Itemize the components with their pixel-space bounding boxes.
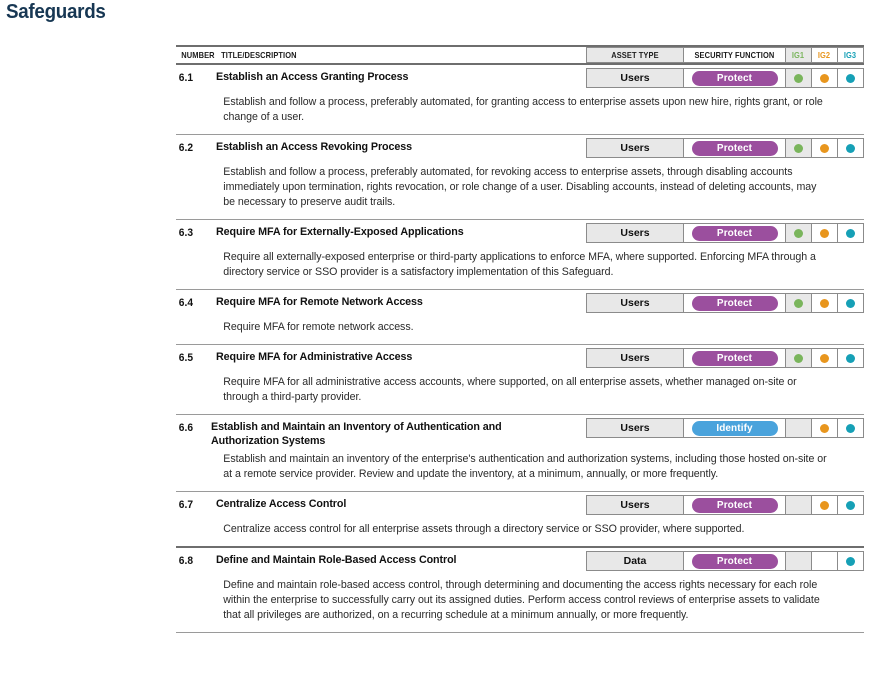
ig3-filled-dot-icon — [846, 74, 855, 83]
safeguard-description: Centralize access control for all enterprise assets through a directory service or SSO provider, where supported. — [223, 523, 745, 535]
implementation-group-cell-ig3 — [838, 551, 864, 571]
security-function-pill: Protect — [692, 141, 778, 156]
table-row — [176, 414, 864, 491]
safeguard-title: Require MFA for Remote Network Access — [216, 296, 423, 308]
column-header-ig2: IG2 — [812, 47, 838, 63]
safeguard-number: 6.4 — [178, 297, 194, 309]
security-function-cell — [684, 68, 786, 88]
ig3-filled-dot-icon — [846, 501, 855, 510]
table-row — [176, 65, 864, 134]
implementation-group-cell-ig3 — [838, 68, 864, 88]
column-header-ig3: IG3 — [838, 47, 864, 63]
safeguards-table — [176, 45, 864, 633]
row-badges — [586, 348, 864, 368]
security-function-pill: Protect — [692, 498, 778, 513]
row-badges — [586, 418, 864, 438]
safeguard-title: Centralize Access Control — [216, 498, 347, 510]
implementation-group-cell-ig3 — [838, 348, 864, 368]
ig1-filled-dot-icon — [794, 229, 803, 238]
implementation-group-cell-ig2 — [812, 68, 838, 88]
asset-type-cell: Users — [586, 138, 684, 158]
ig2-filled-dot-icon — [820, 424, 829, 433]
column-header-asset-type: ASSET TYPE — [586, 47, 684, 63]
security-function-cell — [684, 223, 786, 243]
implementation-group-cell-ig1 — [786, 418, 812, 438]
implementation-group-cell-ig2 — [812, 418, 838, 438]
implementation-group-cell-ig2 — [812, 138, 838, 158]
safeguard-title: Establish an Access Granting Process — [216, 71, 409, 83]
safeguard-number: 6.8 — [178, 555, 194, 567]
implementation-group-cell-ig1 — [786, 495, 812, 515]
ig1-filled-dot-icon — [794, 74, 803, 83]
asset-type-cell: Users — [586, 223, 684, 243]
ig1-filled-dot-icon — [794, 299, 803, 308]
implementation-group-cell-ig2 — [812, 495, 838, 515]
column-header-title: TITLE/DESCRIPTION — [221, 50, 297, 60]
safeguard-description: Require MFA for remote network access. — [223, 321, 414, 333]
implementation-group-cell-ig1 — [786, 223, 812, 243]
table-row — [176, 219, 864, 289]
column-header-ig1: IG1 — [786, 47, 812, 63]
implementation-group-cell-ig3 — [838, 293, 864, 313]
row-badges — [586, 68, 864, 88]
safeguard-description: Require all externally-exposed enterprise or third-party applications to enforce MFA, where supported. Enforcing MFA through a directory service or SSO provider is a satisfactory implementation of this Safeguard. — [223, 251, 816, 278]
safeguard-number: 6.6 — [178, 422, 194, 434]
asset-type-cell: Users — [586, 348, 684, 368]
row-badges — [586, 293, 864, 313]
ig3-filled-dot-icon — [846, 299, 855, 308]
safeguard-number: 6.3 — [178, 227, 194, 239]
ig3-filled-dot-icon — [846, 229, 855, 238]
row-badges — [586, 223, 864, 243]
row-main — [176, 290, 864, 316]
safeguard-title: Require MFA for Externally-Exposed Applications — [216, 226, 464, 238]
ig1-filled-dot-icon — [794, 354, 803, 363]
ig2-filled-dot-icon — [820, 354, 829, 363]
table-body — [176, 65, 864, 632]
row-badges — [586, 551, 864, 571]
implementation-group-cell-ig1 — [786, 68, 812, 88]
row-main — [176, 415, 864, 448]
ig2-filled-dot-icon — [820, 144, 829, 153]
safeguard-description: Establish and follow a process, preferably automated, for granting access to enterprise assets upon new hire, rights grant, or role change of a user. — [223, 96, 823, 123]
implementation-group-cell-ig1 — [786, 138, 812, 158]
row-main — [176, 548, 864, 574]
implementation-group-cell-ig1 — [786, 293, 812, 313]
safeguard-description: Define and maintain role-based access control, through determining and documenting the access rights necessary for each role within the enterprise to successfully carry out its assigned duties. Perform access control reviews of enterprise assets to validate that all privileges are authorized, on a recurring schedule at a minimum annually, or more frequently. — [223, 579, 820, 621]
safeguard-number: 6.5 — [178, 352, 194, 364]
table-row — [176, 546, 864, 632]
safeguard-description: Establish and follow a process, preferably automated, for revoking access to enterprise assets, through disabling accounts immediately upon termination, rights revocation, or role change of a user. Disabling accounts, instead of deleting accounts, may be necessary to preserve audit trails. — [223, 166, 817, 208]
ig1-filled-dot-icon — [794, 144, 803, 153]
security-function-cell — [684, 293, 786, 313]
safeguard-description: Establish and maintain an inventory of the enterprise's authentication and authorization systems, including those hosted on-site or at a remote service provider. Review and update the inventory, at a minimum, annually, or more frequently. — [223, 453, 827, 480]
implementation-group-cell-ig3 — [838, 495, 864, 515]
row-badges — [586, 495, 864, 515]
table-bottom-rule — [176, 632, 864, 633]
safeguard-description: Require MFA for all administrative access accounts, where supported, on all enterprise assets, whether managed on-site or through a third-party provider. — [223, 376, 797, 403]
ig2-filled-dot-icon — [820, 74, 829, 83]
safeguard-title: Establish an Access Revoking Process — [216, 141, 413, 153]
safeguard-number: 6.2 — [178, 142, 194, 154]
implementation-group-cell-ig3 — [838, 138, 864, 158]
security-function-pill: Protect — [692, 296, 778, 311]
implementation-group-cell-ig2 — [812, 348, 838, 368]
security-function-cell — [684, 138, 786, 158]
ig3-filled-dot-icon — [846, 144, 855, 153]
table-row — [176, 289, 864, 344]
safeguard-title: Define and Maintain Role-Based Access Control — [216, 554, 457, 566]
row-main — [176, 345, 864, 371]
row-main — [176, 135, 864, 161]
ig2-empty-dot-icon — [820, 557, 829, 566]
security-function-pill: Protect — [692, 226, 778, 241]
safeguard-title: Establish and Maintain an Inventory of Authentication and Authorization Systems — [210, 421, 502, 447]
column-header-number: NUMBER — [181, 50, 215, 60]
implementation-group-cell-ig1 — [786, 348, 812, 368]
security-function-cell — [684, 418, 786, 438]
ig3-filled-dot-icon — [846, 354, 855, 363]
row-main — [176, 220, 864, 246]
safeguard-number: 6.7 — [178, 499, 194, 511]
implementation-group-cell-ig3 — [838, 418, 864, 438]
ig2-filled-dot-icon — [820, 229, 829, 238]
security-function-cell — [684, 348, 786, 368]
security-function-pill: Identify — [692, 421, 778, 436]
row-badges — [586, 138, 864, 158]
page-title: Safeguards — [6, 1, 106, 23]
asset-type-cell: Users — [586, 68, 684, 88]
ig2-filled-dot-icon — [820, 501, 829, 510]
security-function-pill: Protect — [692, 351, 778, 366]
ig1-empty-dot-icon — [794, 501, 803, 510]
asset-type-cell: Users — [586, 293, 684, 313]
row-main — [176, 492, 864, 518]
ig1-empty-dot-icon — [794, 424, 803, 433]
security-function-pill: Protect — [692, 71, 778, 86]
table-row — [176, 134, 864, 219]
table-row — [176, 344, 864, 414]
implementation-group-cell-ig2 — [812, 223, 838, 243]
safeguard-title: Require MFA for Administrative Access — [216, 351, 413, 363]
security-function-pill: Protect — [692, 554, 778, 569]
security-function-cell — [684, 551, 786, 571]
table-row — [176, 491, 864, 546]
row-main — [176, 65, 864, 91]
ig3-filled-dot-icon — [846, 424, 855, 433]
implementation-group-cell-ig2 — [812, 551, 838, 571]
implementation-group-cell-ig2 — [812, 293, 838, 313]
security-function-cell — [684, 495, 786, 515]
asset-type-cell: Data — [586, 551, 684, 571]
safeguard-number: 6.1 — [178, 72, 194, 84]
asset-type-cell: Users — [586, 418, 684, 438]
table-header-row — [176, 45, 864, 65]
implementation-group-cell-ig1 — [786, 551, 812, 571]
ig3-filled-dot-icon — [846, 557, 855, 566]
asset-type-cell: Users — [586, 495, 684, 515]
ig2-filled-dot-icon — [820, 299, 829, 308]
ig1-empty-dot-icon — [794, 557, 803, 566]
column-header-security-function: SECURITY FUNCTION — [684, 47, 786, 63]
implementation-group-cell-ig3 — [838, 223, 864, 243]
